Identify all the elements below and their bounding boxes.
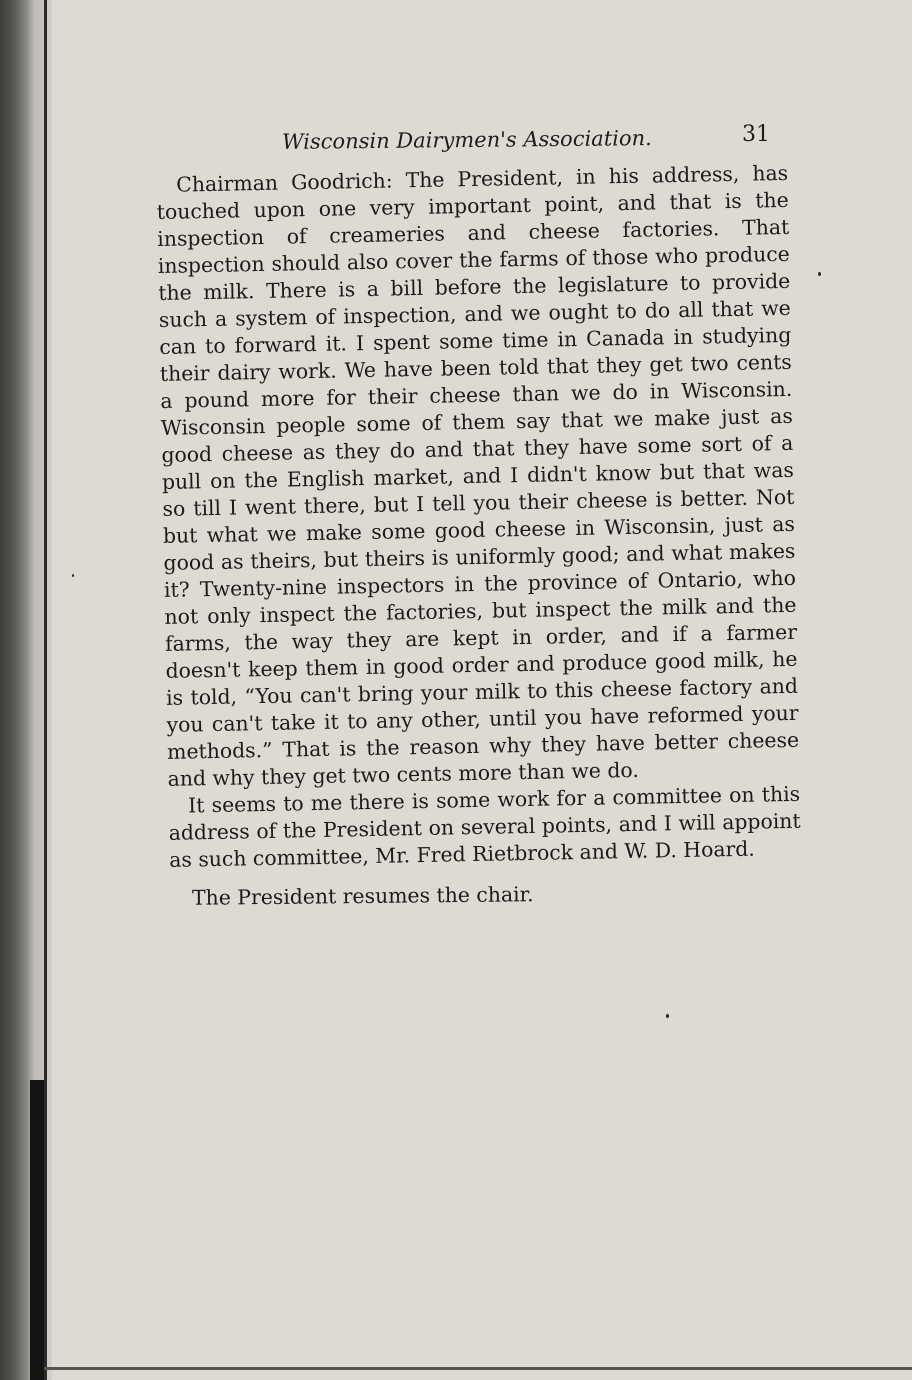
spine-line xyxy=(44,0,47,1380)
ink-speck xyxy=(666,1014,669,1018)
ink-speck xyxy=(818,272,821,276)
paragraph-committee-appointment: It seems to me there is some work for a committee on this address of the President on several points, and I will appoint as such committee, Mr. Fred Rietbrock and W. D. Hoard. xyxy=(168,781,801,872)
paragraph-chairman-remarks: Chairman Goodrich: The President, in his address, has touched upon one very important point, and that is the inspection of creameries and cheese factories. That inspection should also cover the farms of those who produce the milk. There is a bill before the legislature to provide such a system of inspection, and we ought to do all that we can to forward it. I spent some time in Canada in studying their dairy work. We have been told that they get two cents a pound more for their cheese than we do in Wisconsin. Wisconsin people some of them say that we make just as good cheese as they do and that they have some sort of a pull on the English market, and I didn't know but that was so till I went there, but I tell you their cheese is better. Not but what we make some good cheese in Wisconsin, just as good as theirs, but theirs is uniformly good; and what makes it? Twenty-nine inspectors in the province of Ontario, who not only inspect the factories, but inspect the milk and the farms, the way they are kept in order, and if a farmer doesn't keep them in good order and produce good milk, he is told, “You can't bring your milk to this cheese factory and you can't take it to any other, until you have reformed your methods.” That is the reason why they have better cheese and why they get two cents more than we do. xyxy=(156,160,800,791)
resume-line: The President resumes the chair. xyxy=(191,882,534,910)
spine-shadow xyxy=(30,1080,44,1380)
page-number: 31 xyxy=(742,122,770,147)
bottom-edge-rule xyxy=(44,1367,912,1370)
running-title: Wisconsin Dairymen's Association. xyxy=(281,126,652,154)
body-text xyxy=(156,160,801,874)
ink-speck xyxy=(72,574,74,577)
page-header xyxy=(160,122,780,162)
